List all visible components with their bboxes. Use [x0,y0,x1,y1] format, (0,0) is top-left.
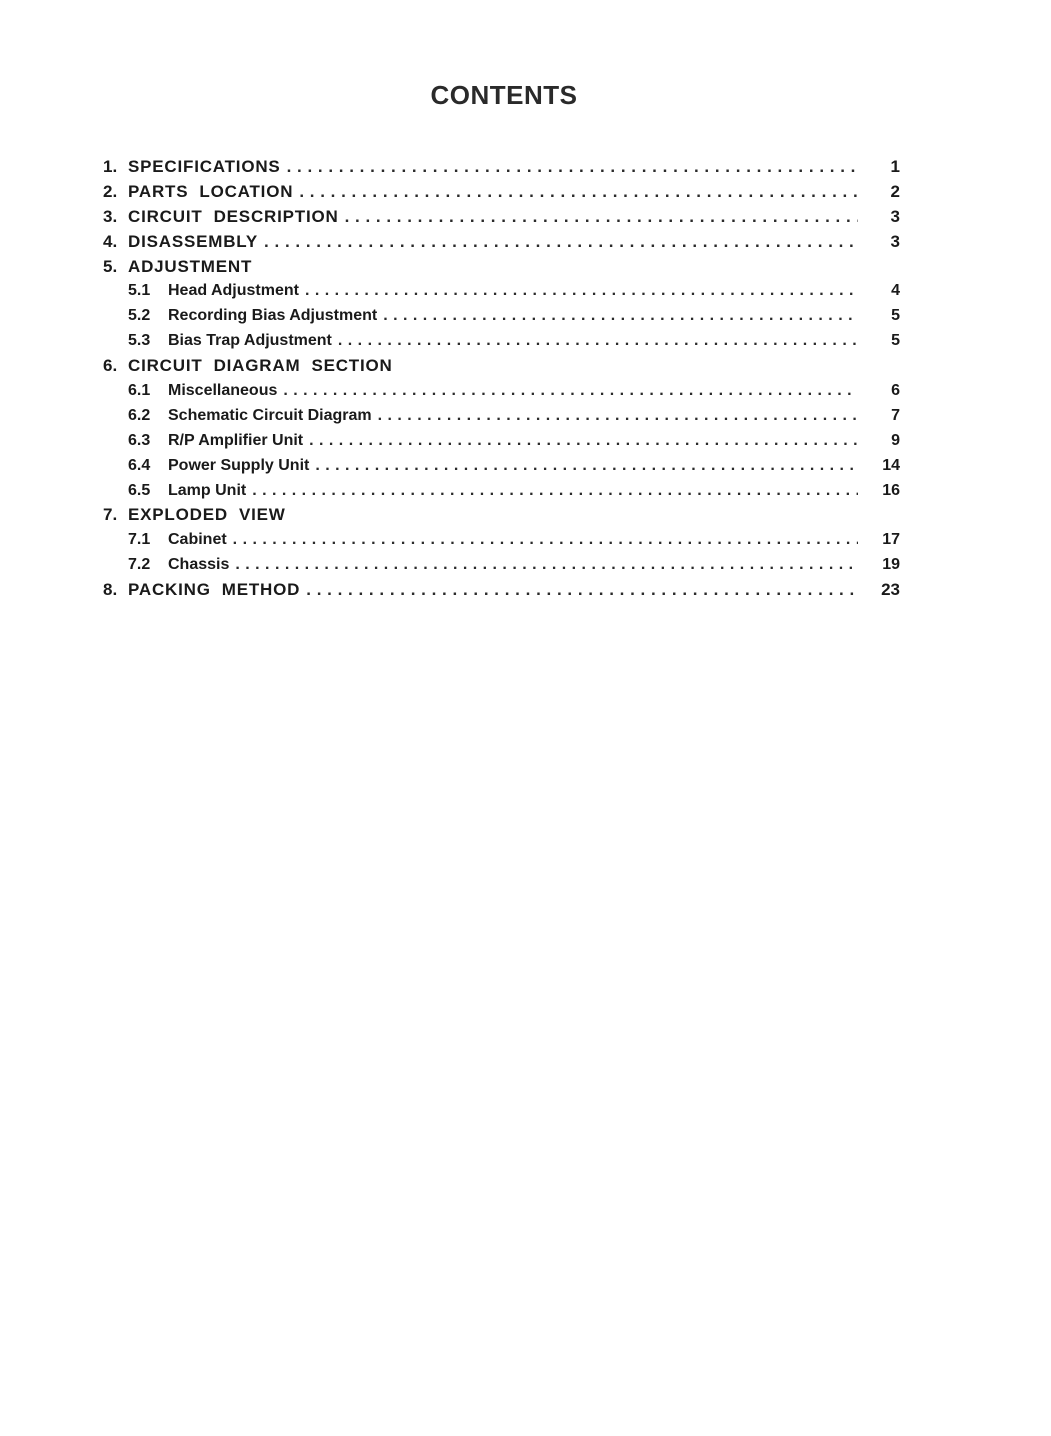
dot-leader [309,429,858,454]
toc-entry-bias-trap-adjustment[interactable] [103,329,900,354]
page-number: 3 [890,206,900,226]
toc-entry-parts-location[interactable] [103,180,900,205]
section-title: R/P Amplifier Unit [168,431,304,449]
toc-entry-cabinet[interactable] [103,528,900,553]
page-number: 19 [882,556,900,574]
page-number: 1 [890,157,900,176]
toc-entry-chassis[interactable] [103,553,900,578]
page-number: 17 [882,531,900,549]
page-number: 4 [891,282,900,300]
page-number: 7 [891,406,900,424]
table-of-contents [103,155,900,603]
section-title: DISASSEMBLY [128,231,259,251]
toc-entry-adjustment[interactable] [103,255,900,280]
section-number: 7.1 [128,531,151,549]
section-title: Head Adjustment [168,282,299,300]
section-title: CIRCUIT DIAGRAM SECTION [128,356,393,376]
page-number: 14 [882,456,900,474]
dot-leader [287,155,858,180]
toc-entry-packing-method[interactable] [103,578,900,603]
toc-entry-miscellaneous[interactable] [103,379,900,404]
toc-entry-rp-amplifier-unit[interactable] [103,429,900,454]
dot-leader [235,553,858,578]
section-title: PARTS LOCATION [128,181,294,201]
section-title: Schematic Circuit Diagram [168,406,372,424]
page-number: 2 [890,181,900,201]
dot-leader [338,329,858,354]
dot-leader [306,578,858,603]
section-number: 1. [103,157,118,176]
page-number: 16 [882,481,900,499]
section-title: Power Supply Unit [168,456,310,474]
section-number: 5.3 [128,332,151,350]
section-number: 3. [103,206,118,226]
section-number: 4. [103,231,118,251]
dot-leader [378,404,858,429]
toc-entry-power-supply-unit[interactable] [103,454,900,479]
dot-leader [233,528,858,553]
toc-entry-exploded-view[interactable] [103,503,900,528]
toc-entry-specifications[interactable] [103,155,900,180]
toc-entry-circuit-diagram-section[interactable] [103,354,900,379]
section-number: 6.1 [128,382,151,400]
section-title: CIRCUIT DESCRIPTION [128,206,339,226]
section-title: Chassis [168,556,230,574]
dot-leader [345,205,858,230]
dot-leader [252,479,858,504]
section-title: PACKING METHOD [128,580,301,600]
section-title: SPECIFICATIONS [128,157,281,176]
section-number: 8. [103,580,118,600]
section-number: 7.2 [128,556,151,574]
dot-leader [264,230,858,255]
page-number: 6 [891,382,900,400]
page-number: 5 [891,307,900,325]
section-number: 5.1 [128,282,151,300]
toc-entry-head-adjustment[interactable] [103,279,900,304]
page-number: 3 [890,231,900,251]
dot-leader [283,379,858,404]
section-title: EXPLODED VIEW [128,505,286,525]
toc-entry-circuit-description[interactable] [103,205,900,230]
dot-leader [299,180,858,205]
page-number: 5 [891,332,900,350]
section-number: 5. [103,256,118,276]
toc-entry-lamp-unit[interactable] [103,479,900,504]
section-title: Recording Bias Adjustment [168,307,378,325]
section-number: 6. [103,356,118,376]
dot-leader [305,279,858,304]
dot-leader [383,304,858,329]
section-number: 7. [103,505,118,525]
page-number: 9 [891,431,900,449]
section-number: 6.2 [128,406,151,424]
section-number: 6.4 [128,456,151,474]
section-number: 2. [103,181,118,201]
section-number: 6.3 [128,431,151,449]
section-title: Miscellaneous [168,382,278,400]
section-number: 6.5 [128,481,151,499]
section-title: Bias Trap Adjustment [168,332,332,350]
section-title: Lamp Unit [168,481,247,499]
toc-entry-schematic-circuit-diagram[interactable] [103,404,900,429]
toc-entry-disassembly[interactable] [103,230,900,255]
section-number: 5.2 [128,307,151,325]
section-title: Cabinet [168,531,227,549]
page-number: 23 [881,580,900,600]
toc-entry-recording-bias-adjustment[interactable] [103,304,900,329]
section-title: ADJUSTMENT [128,256,253,276]
dot-leader [315,454,858,479]
page-title: CONTENTS [430,80,578,110]
